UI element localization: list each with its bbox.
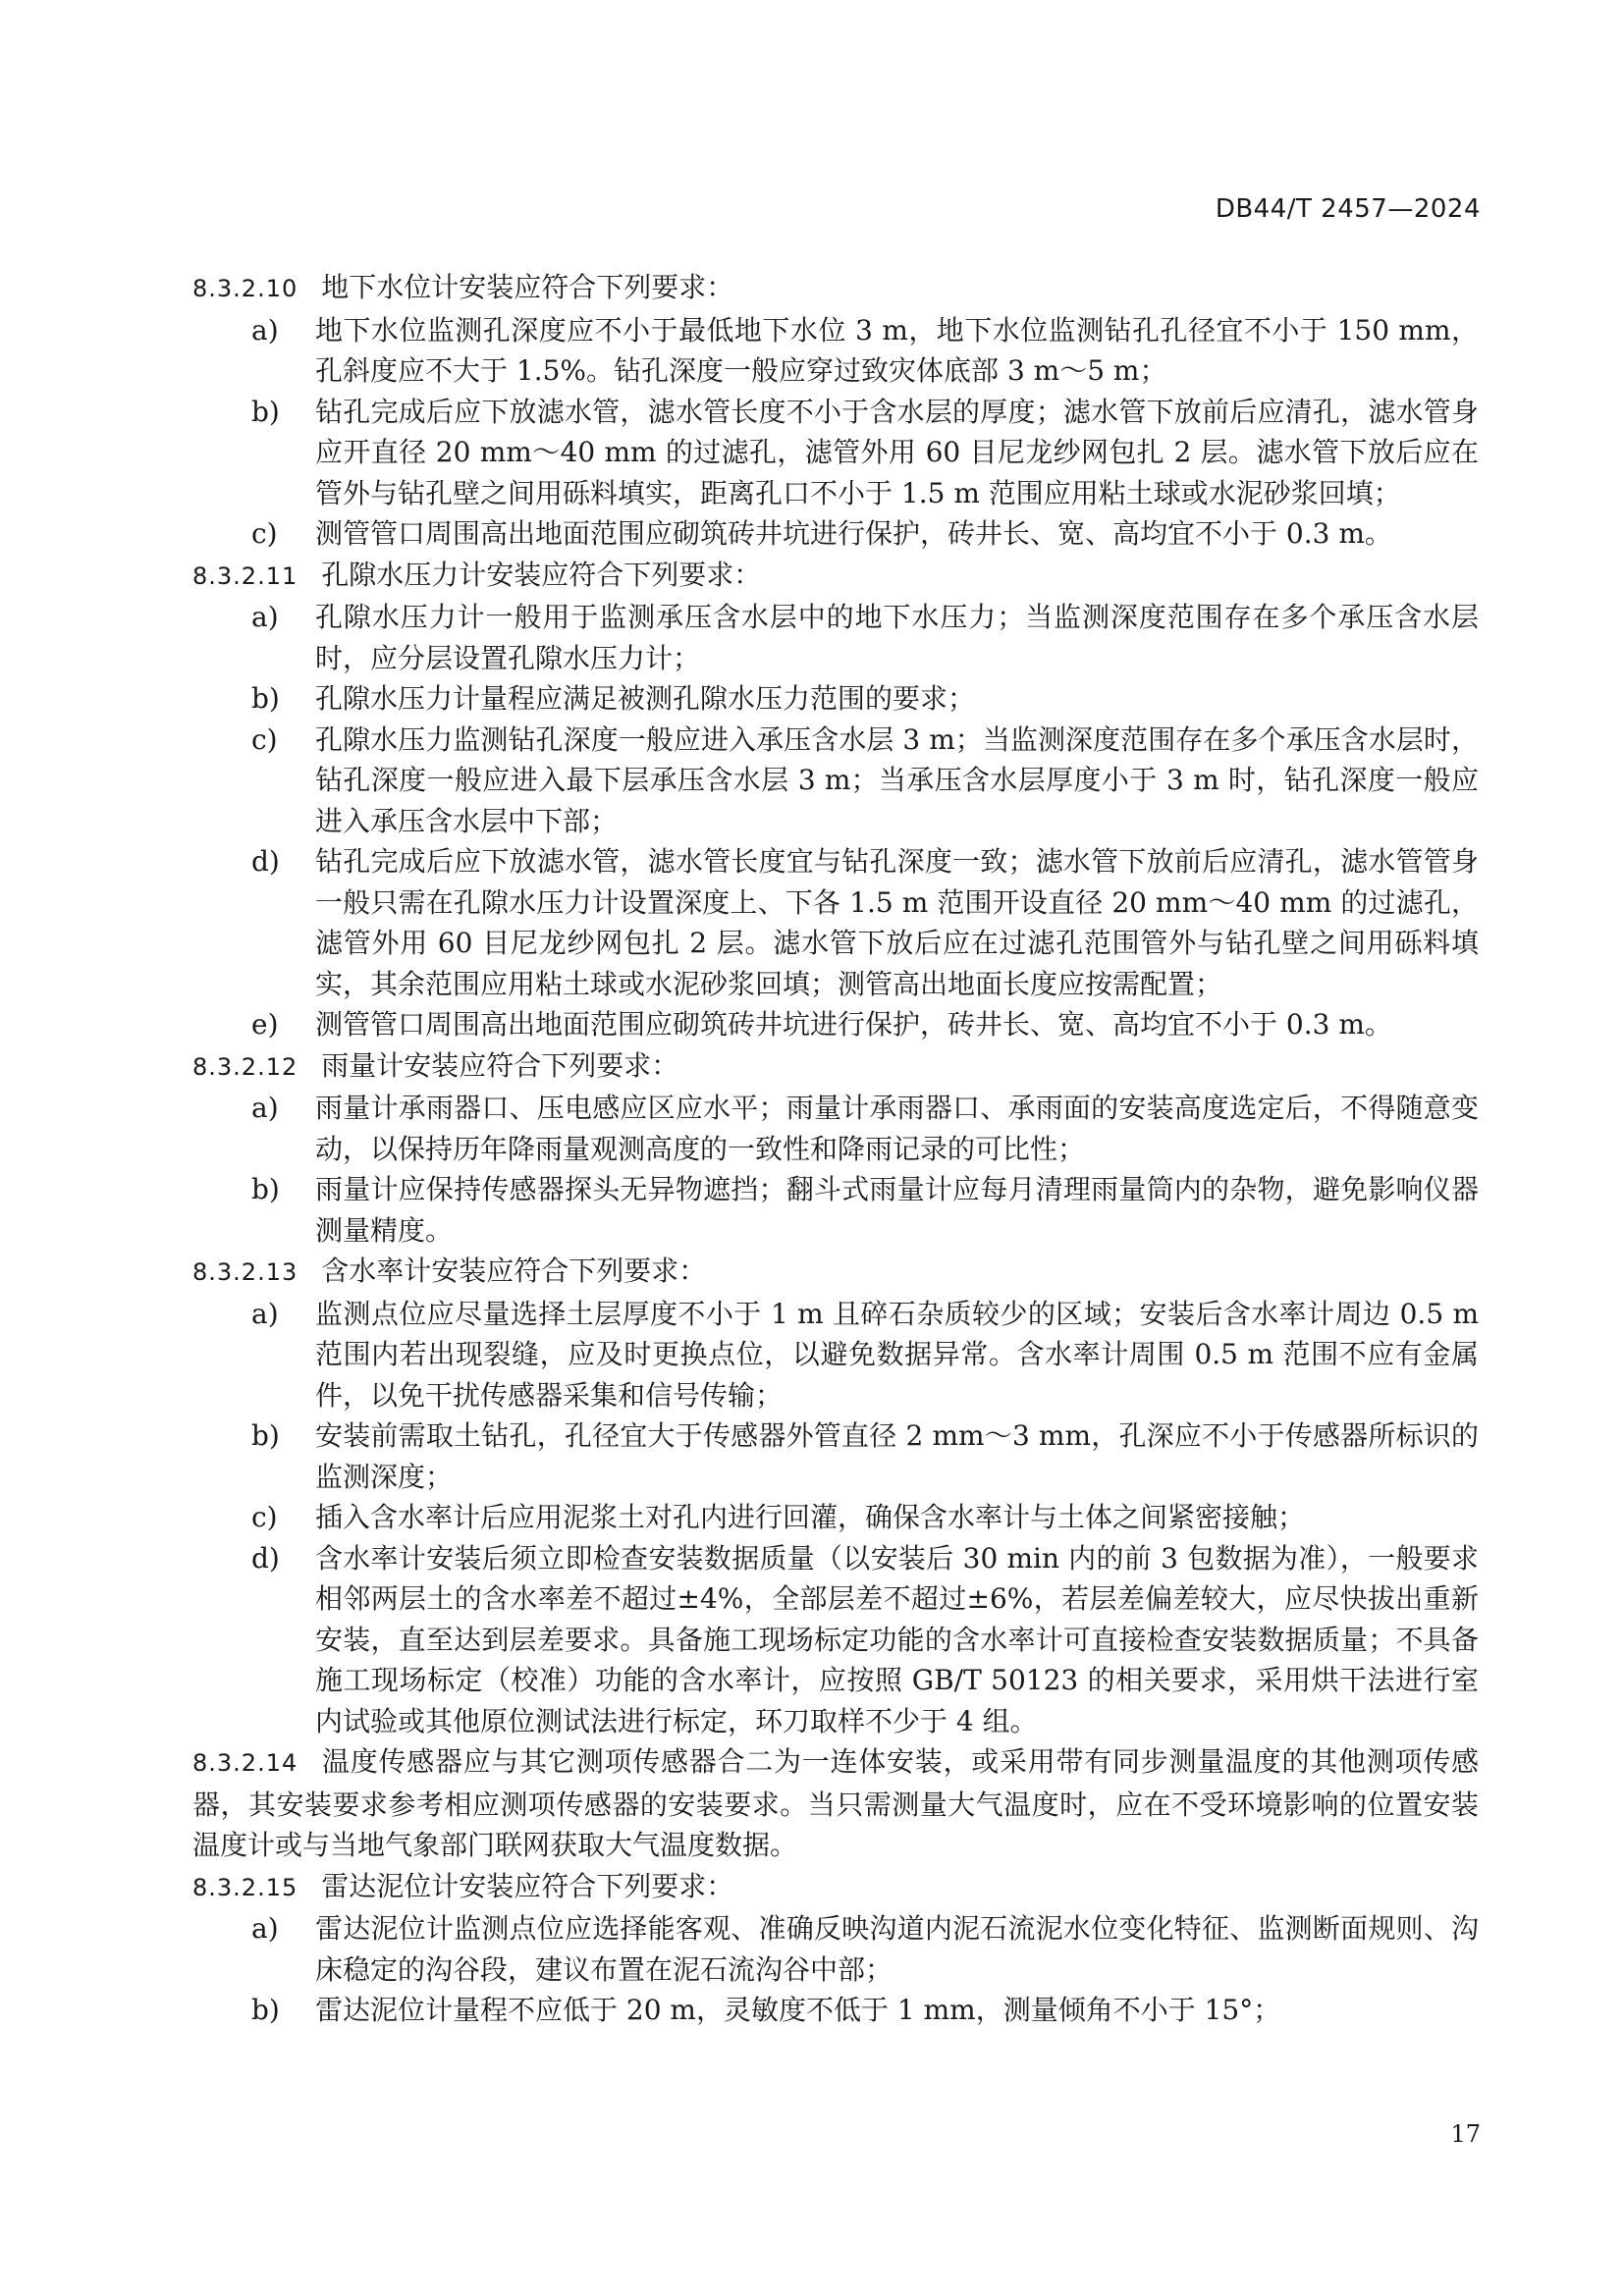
clause-title: 地下水位计安装应符合下列要求： bbox=[321, 271, 734, 303]
clause-title: 孔隙水压力计安装应符合下列要求： bbox=[321, 558, 762, 591]
list-item-label: c) bbox=[251, 517, 278, 550]
clause-title: 雷达泥位计安装应符合下列要求： bbox=[321, 1869, 734, 1902]
list-item bbox=[192, 1294, 1479, 1416]
list-item bbox=[192, 392, 1479, 514]
list-item-text: 雨量计应保持传感器探头无异物遮挡；翻斗式雨量计应每月清理雨量筒内的杂物，避免影响仪器测量精度。 bbox=[315, 1173, 1479, 1247]
list-item bbox=[192, 678, 1479, 720]
list-item-label: c) bbox=[251, 722, 278, 756]
clause bbox=[192, 1251, 1479, 1294]
list-item-label: b) bbox=[251, 1419, 280, 1452]
list-item bbox=[192, 1908, 1479, 1990]
list-item-label: b) bbox=[251, 395, 280, 428]
list-item bbox=[192, 841, 1479, 1004]
page-number: 17 bbox=[1450, 2120, 1481, 2148]
list-item-label: a) bbox=[251, 1092, 279, 1124]
clause-number: 8.3.2.11 bbox=[192, 561, 298, 590]
list-item bbox=[192, 1088, 1479, 1169]
clause bbox=[192, 1741, 1479, 1866]
list-item-text: 孔隙水压力计一般用于监测承压含水层中的地下水压力；当监测深度范围存在多个承压含水层时，应分层设置孔隙水压力计； bbox=[315, 601, 1479, 674]
list-item-text: 孔隙水压力监测钻孔深度一般应进入承压含水层 3 m；当监测深度范围存在多个承压含水层时，钻孔深度一般应进入最下层承压含水层 3 m；当承压含水层厚度小于 3 m 时，钻孔深度一般应进入承压含水层中下部； bbox=[315, 722, 1479, 837]
clause bbox=[192, 267, 1479, 310]
list-item-label: b) bbox=[251, 1994, 280, 2026]
list-item bbox=[192, 1990, 1479, 2031]
list-item bbox=[192, 720, 1479, 842]
list-item bbox=[192, 1538, 1479, 1742]
list-item-label: d) bbox=[251, 1541, 280, 1575]
list-item-text: 孔隙水压力计量程应满足被测孔隙水压力范围的要求； bbox=[315, 682, 976, 715]
list-item-text: 安装前需取土钻孔，孔径宜大于传感器外管直径 2 mm～3 mm，孔深应不小于传感器所标识的监测深度； bbox=[315, 1419, 1479, 1493]
list-item-label: a) bbox=[251, 313, 279, 347]
list-item-text: 钻孔完成后应下放滤水管，滤水管长度不小于含水层的厚度；滤水管下放前后应清孔，滤水管身应开直径 20 mm～40 mm 的过滤孔，滤管外用 60 目尼龙纱网包扎 2 层。滤水管下放后应在管外与钻孔壁之间用砾料填实，距离孔口不小于 1.5 m 范围应用粘土球或水泥砂浆回填； bbox=[315, 395, 1479, 509]
list-item-label: a) bbox=[251, 601, 279, 633]
list-item-label: a) bbox=[251, 1297, 279, 1330]
list-item-text: 监测点位应尽量选择土层厚度不小于 1 m 且碎石杂质较少的区域；安装后含水率计周边 0.5 m 范围内若出现裂缝，应及时更换点位，以避免数据异常。含水率计周围 0.5 m 范围不应有金属件，以免干扰传感器采集和信号传输； bbox=[315, 1297, 1479, 1412]
clause-title: 含水率计安装应符合下列要求： bbox=[321, 1255, 707, 1287]
list-item bbox=[192, 1004, 1479, 1045]
clause-title: 温度传感器应与其它测项传感器合二为一连体安装，或采用带有同步测量温度的其他测项传感器，其安装要求参考相应测项传感器的安装要求。当只需测量大气温度时，应在不受环境影响的位置安装温度计或与当地气象部门联网获取大气温度数据。 bbox=[192, 1745, 1479, 1861]
clause-number: 8.3.2.12 bbox=[192, 1052, 298, 1081]
list-item bbox=[192, 1497, 1479, 1538]
document-body bbox=[192, 267, 1479, 2031]
list-item-label: e) bbox=[251, 1008, 279, 1041]
clause bbox=[192, 555, 1479, 598]
list-item bbox=[192, 310, 1479, 392]
list-item bbox=[192, 597, 1479, 678]
list-item-label: a) bbox=[251, 1912, 279, 1945]
clause bbox=[192, 1866, 1479, 1909]
list-item-label: c) bbox=[251, 1501, 278, 1533]
list-item-text: 测管管口周围高出地面范围应砌筑砖井坑进行保护，砖井长、宽、高均宜不小于 0.3 m。 bbox=[315, 1008, 1392, 1041]
clause-number: 8.3.2.15 bbox=[192, 1873, 298, 1901]
clause bbox=[192, 1045, 1479, 1089]
list-item-text: 雷达泥位计量程不应低于 20 m，灵敏度不低于 1 mm，测量倾角不小于 15°； bbox=[315, 1994, 1281, 2026]
clause-number: 8.3.2.10 bbox=[192, 275, 298, 302]
list-item bbox=[192, 513, 1479, 555]
list-item-text: 钻孔完成后应下放滤水管，滤水管长度宜与钻孔深度一致；滤水管下放前后应清孔，滤水管管身一般只需在孔隙水压力计设置深度上、下各 1.5 m 范围开设直径 20 mm～40 mm 的过滤孔，滤管外用 60 目尼龙纱网包扎 2 层。滤水管下放后应在过滤孔范围管外与钻孔壁之间用砾料填实，其余范围应用粘土球或水泥砂浆回填；测管高出地面长度应按需配置； bbox=[315, 845, 1479, 1000]
list-item-label: d) bbox=[251, 845, 280, 878]
list-item-text: 含水率计安装后须立即检查安装数据质量（以安装后 30 min 内的前 3 包数据为准），一般要求相邻两层土的含水率差不超过±4%，全部层差不超过±6%，若层差偏差较大，应尽快拔出重新安装，直至达到层差要求。具备施工现场标定功能的含水率计可直接检查安装数据质量；不具备施工现场标定（校准）功能的含水率计，应按照 GB/T 50123 的相关要求，采用烘干法进行室内试验或其他原位测试法进行标定，环刀取样不少于 4 组。 bbox=[315, 1541, 1479, 1737]
list-item bbox=[192, 1415, 1479, 1497]
document-code: DB44/T 2457—2024 bbox=[1215, 194, 1481, 224]
list-item-text: 雷达泥位计监测点位应选择能客观、准确反映沟道内泥石流泥水位变化特征、监测断面规则、沟床稳定的沟谷段，建议布置在泥石流沟谷中部； bbox=[315, 1912, 1479, 1986]
list-item bbox=[192, 1169, 1479, 1251]
list-item-text: 地下水位监测孔深度应不小于最低地下水位 3 m，地下水位监测钻孔孔径宜不小于 150 mm，孔斜度应不大于 1.5%。钻孔深度一般应穿过致灾体底部 3 m～5 m； bbox=[315, 313, 1479, 387]
list-item-label: b) bbox=[251, 1173, 280, 1205]
clause-title: 雨量计安装应符合下列要求： bbox=[321, 1048, 679, 1082]
list-item-text: 测管管口周围高出地面范围应砌筑砖井坑进行保护，砖井长、宽、高均宜不小于 0.3 m。 bbox=[315, 517, 1392, 550]
list-item-text: 插入含水率计后应用泥浆土对孔内进行回灌，确保含水率计与土体之间紧密接触； bbox=[315, 1501, 1306, 1533]
list-item-text: 雨量计承雨器口、压电感应区应水平；雨量计承雨器口、承雨面的安装高度选定后，不得随意变动，以保持历年降雨量观测高度的一致性和降雨记录的可比性； bbox=[315, 1092, 1479, 1165]
clause-number: 8.3.2.13 bbox=[192, 1258, 298, 1286]
list-item-label: b) bbox=[251, 682, 280, 715]
clause-number: 8.3.2.14 bbox=[192, 1749, 298, 1777]
